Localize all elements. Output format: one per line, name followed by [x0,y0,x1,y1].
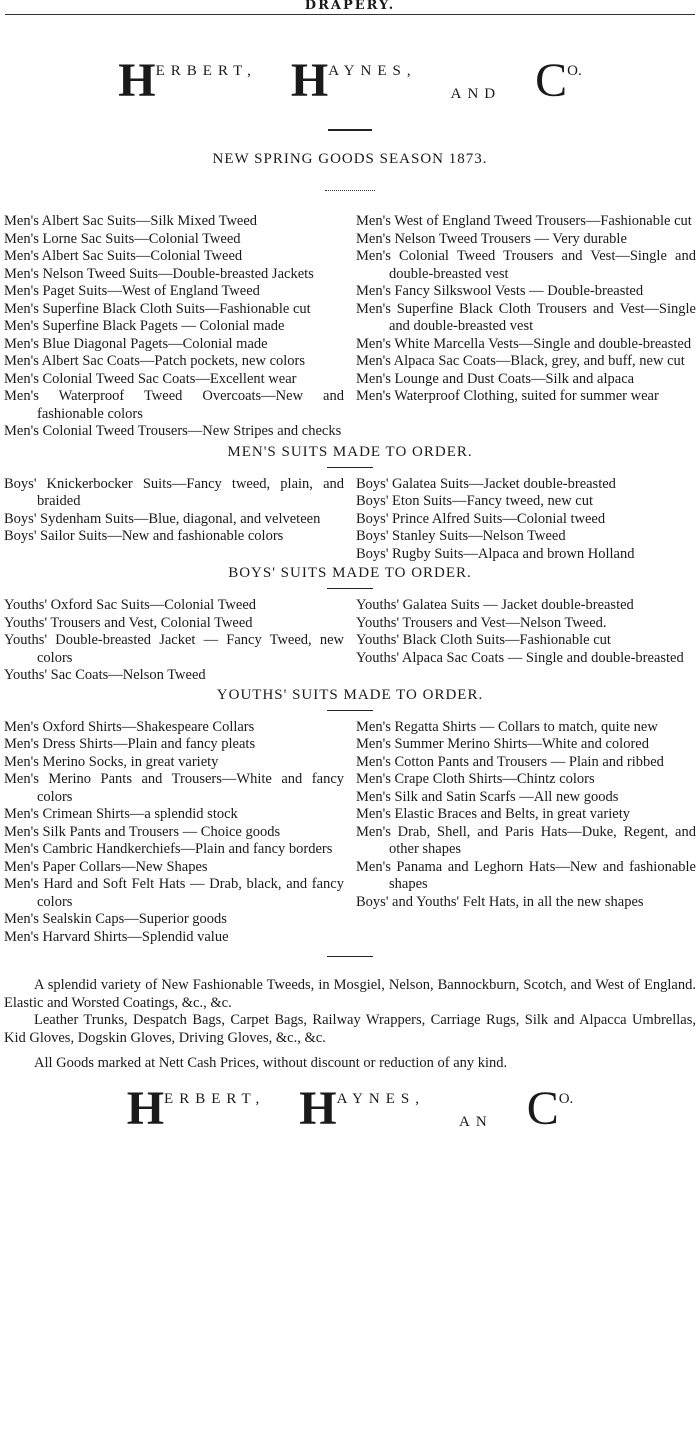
boys-left-column [4,476,344,564]
word-and: AND [450,86,502,102]
list-item: Men's Paper Collars—New Shapes [4,858,208,875]
list-item: Youths' Black Cloth Suits—Fashionable cut [356,632,611,648]
list-item: Boys' Rugby Suits—Alpaca and brown Holland [356,545,635,562]
youths-right-column [356,597,696,685]
list-item: Men's Merino Pants and Trousers—White and fancy colors [4,771,344,805]
list-item: Men's Merino Socks, in great variety [4,753,219,770]
misc-right-column [356,719,696,947]
list-item: Men's Albert Sac Suits—Silk Mixed Tweed [4,213,258,229]
firm-word-and [451,82,502,103]
page-header [0,0,700,15]
firm-word-1 [126,1081,266,1135]
list-item: Men's Paget Suits—West of England Tweed [4,283,260,299]
list-item: Men's Colonial Tweed Trousers and Vest—Single and double-breasted vest [356,248,696,282]
list-item: Men's Panama and Leghorn Hats—New and fashionable shapes [356,858,696,892]
list-item: Men's Fancy Silkswool Vests — Double-breasted [356,283,644,299]
list-item: Boys' Prince Alfred Suits—Colonial tweed [356,510,606,527]
header-rule [5,14,695,15]
men-columns [0,213,700,441]
boys-right-column [356,476,696,564]
paragraph-leather: Leather Trunks, Despatch Bags, Carpet Bags, Railway Wrappers, Carriage Rugs, Silk and Alpacca Umbrellas, Kid Gloves, Dogskin Gloves, Driving Gloves, &c., &c. [4,1012,696,1046]
list-item: Boys' Eton Suits—Fancy tweed, new cut [356,493,594,509]
list-item: Boys' Sydenham Suits—Blue, diagonal, and velveteen [4,510,321,527]
list-item: Men's Albert Sac Suits—Colonial Tweed [4,248,243,264]
list-item: Men's Crape Cloth Shirts—Chintz colors [356,771,595,787]
initial: H [126,1081,165,1135]
word-rest: AYNES, [336,1090,426,1107]
list-item: Boys' Sailor Suits—New and fashionable colors [4,528,284,544]
list-item: Youths' Double-breasted Jacket — Fancy Tweed, new colors [4,632,344,666]
firm-word-1 [118,54,257,107]
list-item: Men's Superfine Black Pagets — Colonial made [4,318,285,334]
initial: C [526,1081,559,1135]
list-item: Men's Waterproof Clothing, suited for summer wear [356,388,659,404]
boys-columns [0,476,700,564]
divider [328,129,372,131]
boys-section-title: BOYS' SUITS MADE TO ORDER. [228,565,472,581]
divider [327,956,373,957]
word-rest: ERBERT, [164,1090,266,1107]
list-item: Men's Albert Sac Coats—Patch pockets, new colors [4,353,306,369]
men-right-column [356,213,696,441]
list-item: Youths' Trousers and Vest—Nelson Tweed. [356,614,607,631]
misc-left-column [4,719,344,947]
firm-word-2 [299,1081,426,1135]
list-item: Men's Nelson Tweed Suits—Double-breasted Jackets [4,265,314,282]
firm-word-and [459,1110,493,1131]
list-item: Men's Oxford Shirts—Shakespeare Collars [4,718,255,735]
list-item: Boys' Knickerbocker Suits—Fancy tweed, plain, and braided [4,475,344,509]
list-item: Men's Hard and Soft Felt Hats — Drab, black, and fancy colors [4,876,344,910]
paragraph-tweeds: A splendid variety of New Fashionable Tweeds, in Mosgiel, Nelson, Bannockburn, Scotch, and West of England. Elastic and Worsted Coatings, &c., &c. [4,977,696,1011]
list-item: Boys' Stanley Suits—Nelson Tweed [356,528,566,544]
list-item: Men's Lorne Sac Suits—Colonial Tweed [4,230,241,247]
firm-word-co [526,1081,574,1135]
list-item: Men's Summer Merino Shirts—White and colored [356,736,649,752]
word-and: AN [459,1113,493,1130]
paragraph-prices: All Goods marked at Nett Cash Prices, without discount or reduction of any kind. [34,1055,508,1071]
list-item: Men's White Marcella Vests—Single and double-breasted [356,335,692,352]
list-item: Youths' Trousers and Vest, Colonial Tweed [4,614,253,631]
youths-columns [0,597,700,685]
initial: H [118,54,156,107]
word-rest: AYNES, [328,63,417,79]
list-item: Men's Dress Shirts—Plain and fancy pleats [4,736,256,752]
list-item: Men's Cotton Pants and Trousers — Plain and ribbed [356,753,664,770]
initial: C [535,54,568,107]
season-title: NEW SPRING GOODS SEASON 1873. [212,151,488,167]
firm-word-co [535,54,582,107]
list-item: Men's Harvard Shirts—Splendid value [4,928,229,945]
list-item: Men's Silk and Satin Scarfs —All new goods [356,788,619,805]
youths-section-title: YOUTHS' SUITS MADE TO ORDER. [216,686,484,703]
firm-word-2 [290,54,417,107]
list-item: Men's Colonial Tweed Sac Coats—Excellent wear [4,370,297,387]
list-item: Men's Drab, Shell, and Paris Hats—Duke, Regent, and other shapes [356,823,696,857]
list-item: Men's Elastic Braces and Belts, in great variety [356,806,630,822]
list-item: Men's Silk Pants and Trousers — Choice goods [4,823,281,840]
list-item: Men's Nelson Tweed Trousers — Very durable [356,230,627,247]
list-item: Youths' Oxford Sac Suits—Colonial Tweed [4,597,257,613]
initial: H [299,1081,337,1135]
misc-columns [0,719,700,947]
list-item: Men's West of England Tweed Trousers—Fashionable cut [356,213,692,229]
list-item: Men's Crimean Shirts—a splendid stock [4,806,238,822]
word-rest: O. [558,1090,574,1107]
list-item: Men's Sealskin Caps—Superior goods [4,911,227,927]
firm-name-top [0,54,700,107]
divider [325,190,375,191]
initial: H [290,54,329,107]
list-item: Youths' Sac Coats—Nelson Tweed [4,667,206,683]
youths-left-column [4,597,344,685]
list-item: Men's Waterproof Tweed Overcoats—New and fashionable colors [4,388,344,422]
list-item: Men's Lounge and Dust Coats—Silk and alpaca [356,370,635,387]
divider [327,467,373,468]
list-item: Boys' Galatea Suits—Jacket double-breasted [356,475,616,492]
list-item: Men's Colonial Tweed Trousers—New Stripes and checks [4,423,342,439]
list-item: Boys' and Youths' Felt Hats, in all the new shapes [356,893,644,910]
divider [327,710,373,711]
list-item: Men's Blue Diagonal Pagets—Colonial made [4,335,268,352]
divider [327,588,373,589]
word-rest: O. [567,63,582,79]
list-item: Men's Superfine Black Cloth Trousers and Vest—Single and double-breasted vest [356,300,696,334]
word-rest: ERBERT, [155,63,257,79]
firm-name-bottom [0,1081,700,1135]
list-item: Men's Superfine Black Cloth Suits—Fashionable cut [4,300,311,317]
list-item: Youths' Galatea Suits — Jacket double-breasted [356,597,634,613]
header-title: DRAPERY. [304,0,396,13]
list-item: Men's Alpaca Sac Coats—Black, grey, and buff, new cut [356,353,685,369]
list-item: Men's Regatta Shirts — Collars to match, quite new [356,718,658,735]
list-item: Men's Cambric Handkerchiefs—Plain and fancy borders [4,841,333,857]
men-left-column [4,213,344,441]
list-item: Youths' Alpaca Sac Coats — Single and double-breasted [356,649,684,666]
men-section-title: MEN'S SUITS MADE TO ORDER. [227,443,473,460]
